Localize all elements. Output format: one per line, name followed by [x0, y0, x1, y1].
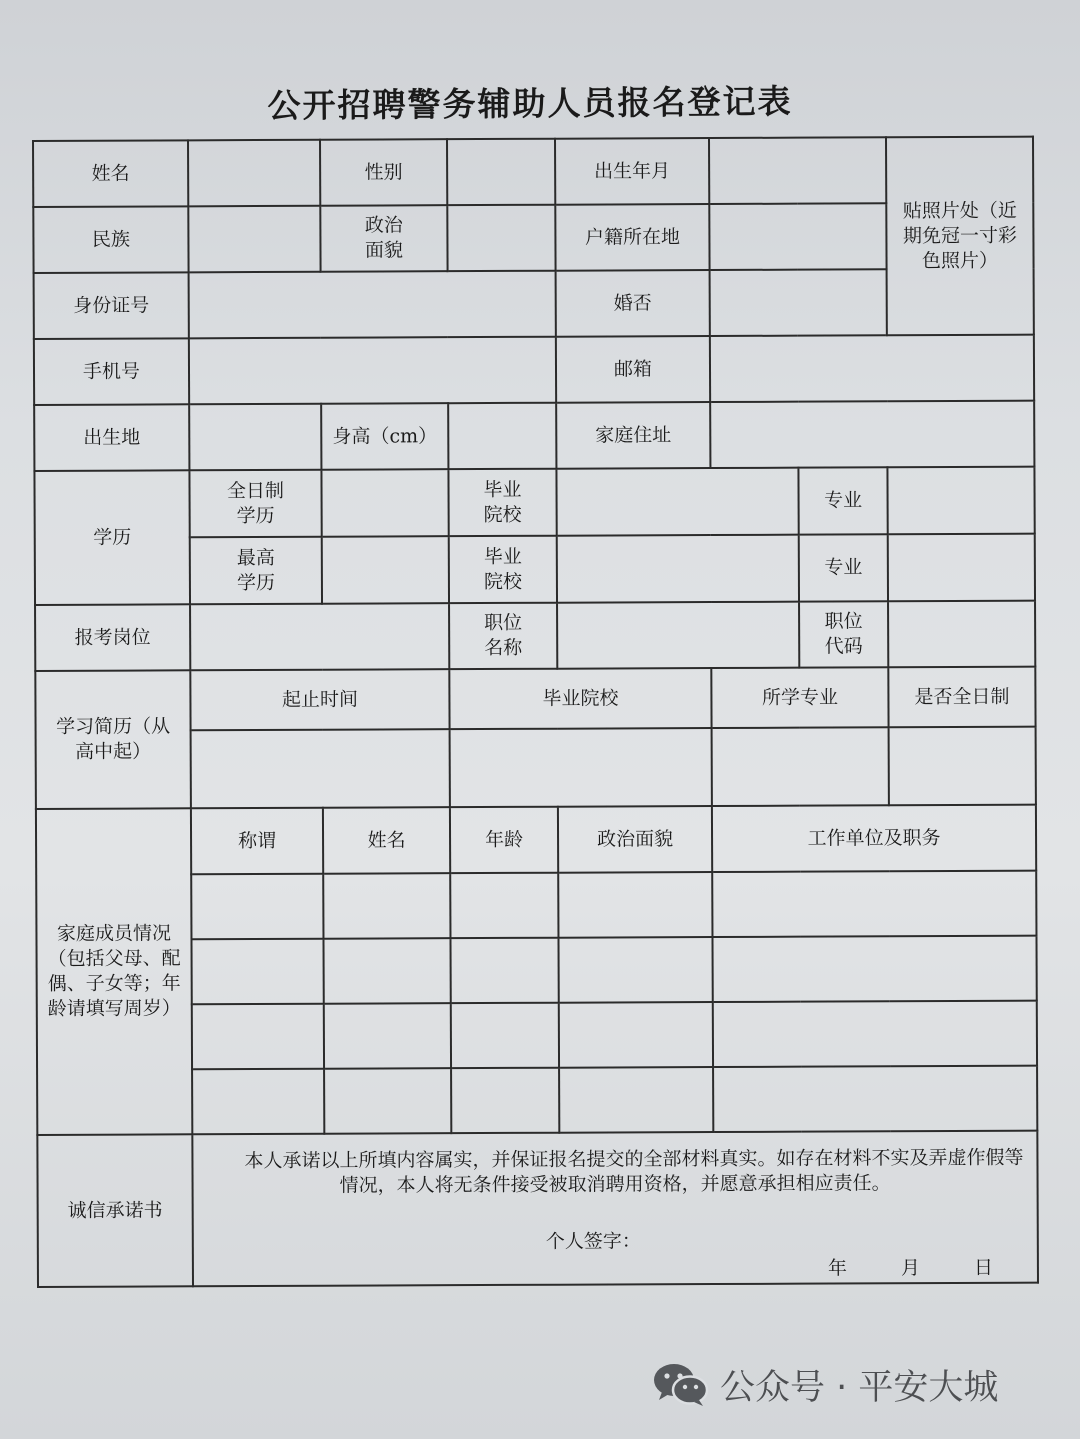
input-fulltime-degree[interactable] [321, 469, 448, 537]
pledge-text: 本人承诺以上所填内容属实，并保证报名提交的全部材料真实。如存在材料不实及弄虚作假等情况，本人将无条件接受被取消聘用资格，并愿意承担相应责任。 [244, 1146, 1024, 1197]
input-study-fulltime[interactable] [889, 727, 1036, 806]
input-family-work[interactable] [712, 871, 1036, 937]
label-name: 姓名 [33, 140, 188, 207]
family-col-political: 政治面貌 [558, 806, 712, 873]
input-family-age[interactable] [451, 1068, 559, 1133]
input-family-name[interactable] [323, 873, 450, 939]
input-family-political[interactable] [559, 1002, 713, 1068]
label-highest-school: 毕业院校 [449, 536, 557, 603]
photo-placeholder[interactable]: 贴照片处（近期免冠一寸彩色照片） [886, 137, 1034, 336]
label-study-history: 学习简历（从高中起） [35, 670, 191, 809]
signature-label: 个人签字： [545, 1230, 641, 1253]
input-family-relation[interactable] [191, 939, 323, 1005]
label-ethnicity: 民族 [33, 206, 188, 273]
input-family-political[interactable] [559, 1067, 713, 1133]
input-marital[interactable] [710, 269, 887, 336]
input-study-school[interactable] [450, 728, 712, 807]
family-col-relation: 称谓 [191, 808, 323, 875]
input-family-political[interactable] [558, 937, 712, 1003]
input-study-major[interactable] [712, 727, 889, 806]
label-position: 报考岗位 [35, 604, 190, 671]
family-col-name: 姓名 [323, 807, 450, 874]
input-height[interactable] [448, 403, 556, 469]
family-col-age: 年龄 [450, 807, 558, 873]
label-fulltime-degree: 全日制学历 [189, 470, 321, 538]
registration-table [32, 136, 1039, 1288]
label-email: 邮箱 [556, 336, 710, 403]
label-phone: 手机号 [34, 338, 189, 405]
label-pledge: 诚信承诺书 [37, 1134, 193, 1287]
input-id-no[interactable] [189, 271, 556, 339]
input-birth[interactable] [709, 137, 886, 204]
input-family-work[interactable] [713, 1001, 1037, 1067]
watermark-text: 公众号 · 平安大城 [720, 1368, 999, 1408]
pledge-cell [192, 1131, 1038, 1287]
input-highest-degree[interactable] [322, 536, 449, 604]
family-col-work: 工作单位及职务 [712, 805, 1036, 872]
input-family-work[interactable] [713, 1066, 1037, 1132]
input-name[interactable] [188, 140, 320, 207]
label-address: 家庭住址 [556, 402, 710, 469]
input-job-code[interactable] [888, 601, 1035, 668]
label-gender: 性别 [320, 139, 447, 206]
label-highest-degree: 最高学历 [190, 537, 322, 605]
input-position[interactable] [190, 603, 449, 670]
input-job-name[interactable] [557, 602, 799, 669]
input-family-relation[interactable] [191, 874, 323, 940]
label-education: 学历 [34, 470, 190, 605]
label-hukou: 户籍所在地 [555, 204, 709, 271]
date-label: 年 月 日 [827, 1256, 1018, 1280]
input-family-name[interactable] [324, 1068, 451, 1134]
study-col-major: 所学专业 [711, 667, 888, 728]
label-job-name: 职位名称 [449, 603, 557, 669]
input-family-work[interactable] [712, 936, 1036, 1002]
input-study-period[interactable] [191, 729, 450, 808]
input-family-political[interactable] [558, 872, 712, 938]
input-family-name[interactable] [324, 1003, 451, 1069]
input-family-relation[interactable] [192, 1069, 324, 1135]
input-phone[interactable] [189, 337, 556, 405]
label-id-no: 身份证号 [34, 272, 189, 339]
input-birthplace[interactable] [189, 404, 321, 471]
label-fulltime-major: 专业 [798, 467, 887, 534]
input-family-age[interactable] [451, 1003, 559, 1068]
watermark [652, 1360, 998, 1410]
form-title: 公开招聘警务辅助人员报名登记表 [267, 81, 793, 126]
input-ethnicity[interactable] [188, 206, 320, 273]
wechat-icon [652, 1362, 710, 1408]
input-gender[interactable] [447, 139, 555, 205]
input-email[interactable] [710, 335, 1034, 402]
input-hukou[interactable] [709, 203, 886, 270]
input-highest-school[interactable] [557, 535, 799, 603]
input-political[interactable] [447, 205, 555, 271]
input-highest-major[interactable] [888, 534, 1035, 602]
label-birth: 出生年月 [555, 138, 709, 205]
label-fulltime-school: 毕业院校 [448, 469, 556, 536]
input-family-age[interactable] [450, 938, 558, 1003]
label-height: 身高（cm） [321, 403, 448, 470]
input-family-age[interactable] [450, 873, 558, 938]
label-highest-major: 专业 [799, 534, 888, 601]
label-birthplace: 出生地 [34, 404, 189, 471]
study-col-fulltime: 是否全日制 [888, 667, 1035, 728]
input-family-relation[interactable] [192, 1004, 324, 1070]
input-address[interactable] [710, 401, 1034, 468]
study-col-period: 起止时间 [190, 669, 449, 730]
label-political: 政治面貌 [320, 205, 447, 272]
label-family: 家庭成员情况（包括父母、配偶、子女等；年龄请填写周岁） [36, 808, 192, 1135]
input-fulltime-school[interactable] [556, 468, 798, 536]
study-col-school: 毕业院校 [449, 668, 711, 729]
label-marital: 婚否 [556, 270, 710, 337]
input-family-name[interactable] [323, 938, 450, 1004]
input-fulltime-major[interactable] [887, 467, 1034, 535]
label-job-code: 职位代码 [799, 601, 888, 667]
